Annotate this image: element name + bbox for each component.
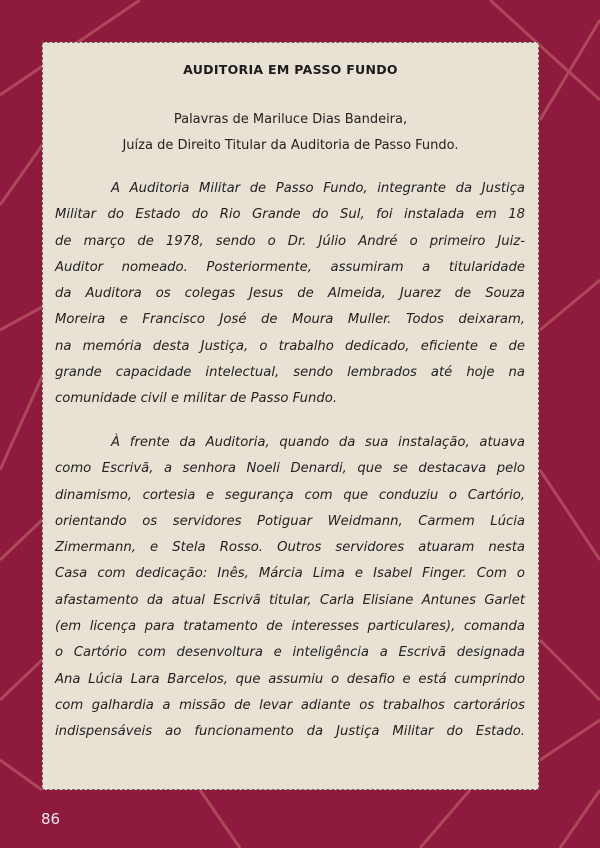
text-line: A Auditoria Militar de Passo Fundo, integrante da Justiça bbox=[111, 181, 525, 196]
text-line: Ana Lúcia Lara Barcelos, que assumiu o desafio e está cumprindo bbox=[55, 671, 525, 687]
signature-block bbox=[43, 107, 538, 159]
text-line: Casa com dedicação: Inês, Márcia Lima e Isabel Finger. Com o bbox=[55, 566, 525, 582]
text-line: de março de 1978, sendo o Dr. Júlio André o primeiro Juiz- bbox=[55, 233, 525, 249]
text-line: À frente da Auditoria, quando da sua instalação, atuava bbox=[111, 435, 525, 450]
signature-line: Juíza de Direito Titular da Auditoria de Passo Fundo. bbox=[122, 138, 459, 153]
text-line: o Cartório com desenvoltura e inteligência a Escrivã designada bbox=[55, 645, 525, 661]
text-line: dinamismo, cortesia e segurança com que conduziu o Cartório, bbox=[55, 487, 525, 503]
signature-line: Palavras de Mariluce Dias Bandeira, bbox=[173, 112, 408, 127]
text-line: como Escrivã, a senhora Noeli Denardi, que se destacava pelo bbox=[55, 461, 525, 477]
text-line: Militar do Estado do Rio Grande do Sul, foi instalada em 18 bbox=[55, 207, 525, 223]
paragraph-2 bbox=[55, 430, 525, 746]
text-line: (em licença para tratamento de interesses particulares), comanda bbox=[55, 619, 525, 635]
page-number: 86 bbox=[41, 810, 61, 828]
text-line: na memória desta Justiça, o trabalho dedicado, eficiente e de bbox=[55, 338, 525, 354]
text-line: Auditor nomeado. Posteriormente, assumiram a titularidade bbox=[55, 259, 525, 275]
text-line: comunidade civil e militar de Passo Fundo. bbox=[55, 391, 338, 407]
paragraph-1 bbox=[55, 176, 525, 413]
text-line: indispensáveis ao funcionamento da Justiça Militar do Estado. bbox=[55, 724, 525, 740]
text-line: Zimermann, e Stela Rosso. Outros servidores atuaram nesta bbox=[55, 540, 525, 556]
text-line: com galhardia a missão de levar adiante os trabalhos cartorários bbox=[55, 697, 525, 713]
content-card bbox=[42, 42, 539, 790]
page-title: AUDITORIA EM PASSO FUNDO bbox=[183, 62, 398, 77]
text-line: afastamento da atual Escrivã titular, Carla Elisiane Antunes Garlet bbox=[55, 592, 525, 608]
text-line: grande capacidade intelectual, sendo lembrados até hoje na bbox=[55, 365, 525, 381]
text-line: da Auditora os colegas Jesus de Almeida, Juarez de Souza bbox=[55, 286, 525, 302]
text-line: orientando os servidores Potiguar Weidmann, Carmem Lúcia bbox=[55, 513, 525, 529]
text-line: Moreira e Francisco José de Moura Muller. Todos deixaram, bbox=[55, 312, 525, 328]
